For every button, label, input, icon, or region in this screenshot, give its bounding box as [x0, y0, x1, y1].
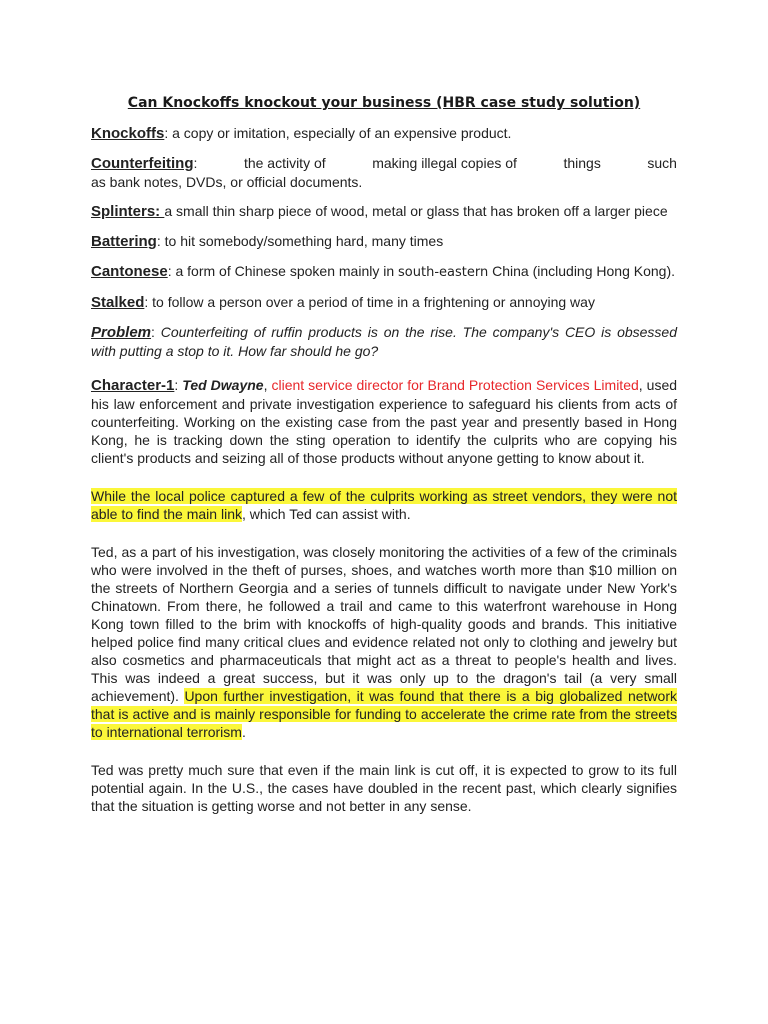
investigation-end: .: [241, 724, 246, 740]
counterfeiting-word: the activity of: [243, 155, 326, 171]
term-counterfeiting: Counterfeiting: [91, 155, 194, 172]
police-highlight: While the local police captured a few of the culprits working as street vendors, they were not able to find the main link: [91, 488, 677, 522]
problem-statement: [91, 323, 677, 360]
term-group: [91, 154, 197, 173]
police-paragraph: [91, 487, 677, 523]
definition-text-battering: to hit somebody/something hard, many times: [164, 233, 444, 249]
character-label: Character-1: [91, 377, 175, 394]
definition-text-cantonese-c: China (including Hong Kong).: [488, 263, 675, 279]
definition-separator: :: [144, 294, 153, 310]
problem-text: Counterfeiting of ruffin products is on the rise. The company's CEO is obsessed with putting a stop to it. How far should he go?: [91, 324, 677, 359]
police-rest: , which Ted can assist with.: [241, 506, 411, 522]
conclusion-paragraph: [91, 761, 677, 815]
document-title: Can Knockoffs knockout your business (HBR case study solution): [127, 95, 641, 111]
counterfeiting-line-1: [91, 154, 677, 173]
character-name: Ted Dwayne: [182, 377, 264, 393]
definition-text-knockoffs: a copy or imitation, especially of an expensive product.: [172, 125, 512, 141]
counterfeiting-word: things: [563, 155, 601, 171]
counterfeiting-word: making illegal copies of: [372, 155, 517, 171]
counterfeiting-line-2: as bank notes, DVDs, or official documents.: [91, 174, 363, 190]
term-cantonese: Cantonese: [91, 263, 168, 280]
term-knockoffs: Knockoffs: [91, 125, 165, 142]
definition-text-stalked: to follow a person over a period of time in a frightening or annoying way: [152, 294, 595, 310]
definition-separator: :: [164, 125, 173, 141]
investigation-text: Ted, as a part of his investigation, was closely monitoring the activities of a few of the criminals who were involved in the theft of purses, shoes, and watches worth more than $10 million on the streets of Northern Georgia and a series of tunnels difficult to navigate under New York's Chinatown. From there, he followed a trail and came to this waterfront warehouse in Hong Kong town filled to the brim with knockoffs of high-quality goods and brands. This initiative helped police find many critical clues and evidence related not only to clothing and jewelry but also cosmetics and pharmaceuticals that might act as a threat to people's health and lives. This was indeed a great success, but it was only up to the dragon's tail (a very small achievement).: [91, 544, 677, 704]
character-separator-2: ,: [263, 377, 272, 393]
counterfeiting-word: such: [647, 155, 677, 171]
definition-stalked: [91, 293, 677, 312]
definition-knockoffs: [91, 124, 677, 143]
term-splinters: Splinters:: [91, 203, 165, 220]
definition-separator: :: [167, 263, 176, 279]
definition-separator: :: [193, 155, 198, 171]
character-role: client service director for Brand Protection Services Limited: [271, 377, 639, 393]
definition-battering: [91, 232, 677, 251]
definition-counterfeiting: [91, 154, 677, 191]
character-paragraph: [91, 376, 677, 467]
definition-splinters: [91, 202, 677, 221]
definition-separator: :: [156, 233, 165, 249]
term-battering: Battering: [91, 233, 157, 250]
definition-cantonese: [91, 262, 677, 282]
character-separator: :: [174, 377, 183, 393]
investigation-highlight: Upon further investigation, it was found that there is a big globalized network that is active and is mainly responsible for funding to accelerate the crime rate from the streets to international terrorism: [91, 688, 677, 740]
problem-label: Problem: [91, 324, 152, 341]
character-text: , used his law enforcement and private investigation experience to safeguard his clients from acts of counterfeiting. Working on the existing case from the past year and presently based in Hong Kong, he is tracking down the sting operation to identify the culprits who are copying his client's products and seizing all of those products without anyone getting to know about it.: [91, 377, 678, 466]
conclusion-text: Ted was pretty much sure that even if the main link is cut off, it is expected to grow to its full potential again. In the U.S., the cases have doubled in the recent past, which clearly signifies that the situation is getting worse and not better in any sense.: [91, 762, 677, 814]
problem-separator: :: [151, 324, 161, 340]
definition-text-splinters: a small thin sharp piece of wood, metal or glass that has broken off a larger piece: [164, 203, 668, 219]
definition-text-cantonese-a: a form of Chinese spoken mainly in: [175, 263, 399, 279]
definition-text-cantonese-b: south-eastern: [398, 265, 489, 280]
investigation-paragraph: [91, 543, 677, 741]
term-stalked: Stalked: [91, 294, 145, 311]
